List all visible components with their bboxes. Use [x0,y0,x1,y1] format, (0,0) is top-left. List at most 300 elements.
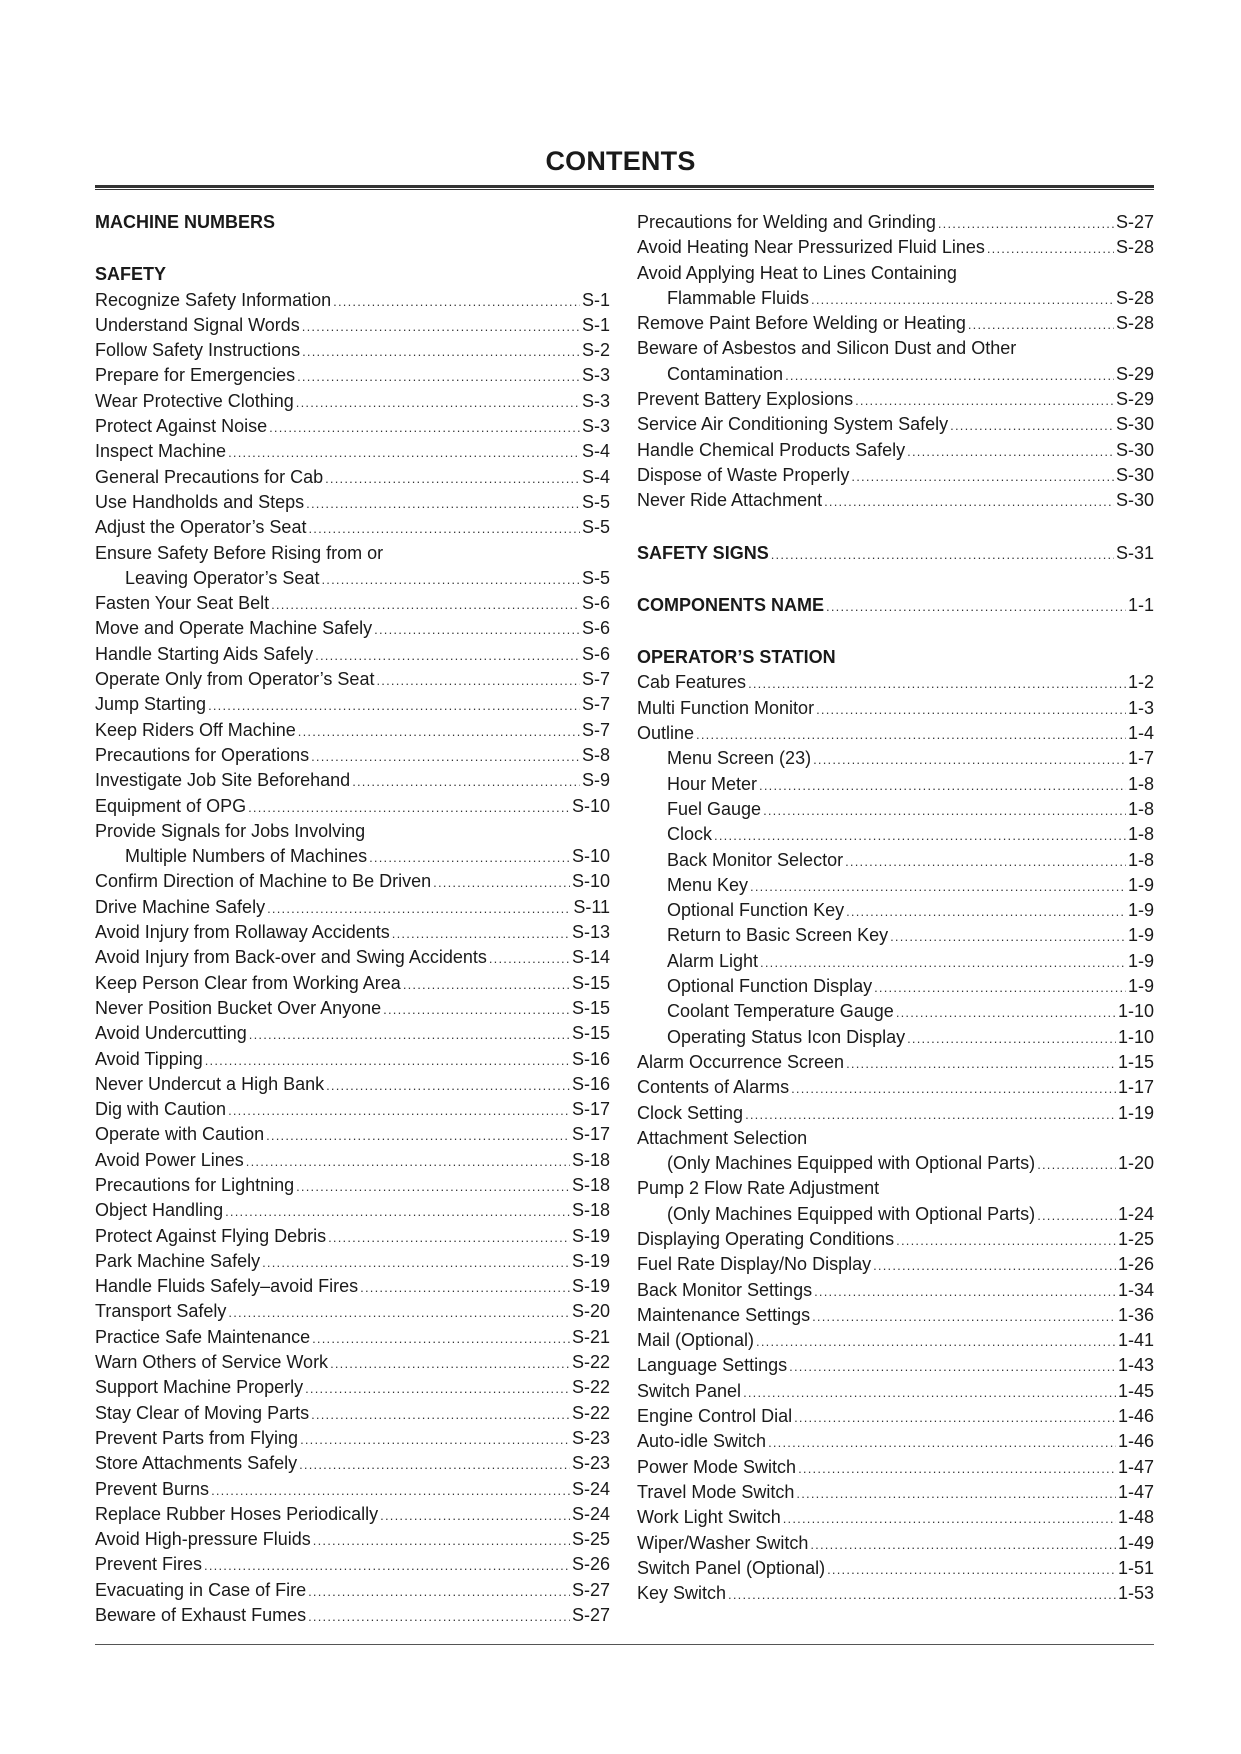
toc-entry-title: Alarm Light [667,950,759,971]
dot-leader [352,774,580,789]
toc-entry-title: Replace Rubber Hoses Periodically [95,1503,379,1524]
toc-entry [637,237,1154,262]
toc-page-number: S-19 [571,1250,610,1271]
toc-entry-title: Fuel Gauge [667,798,762,819]
toc-entry-title: Menu Key [667,874,749,895]
toc-entry-title: Operate Only from Operator’s Seat [95,669,375,690]
toc-page-number: S-24 [571,1503,610,1524]
toc-entry [95,770,610,795]
toc-entry [637,1533,1154,1558]
toc-page-number: 1-43 [1117,1355,1154,1376]
toc-entry-title: Wear Protective Clothing [95,390,294,411]
dot-leader [266,1128,570,1143]
toc-entry [95,618,610,643]
toc-page-number: S-27 [571,1579,610,1600]
toc-page-number: S-28 [1115,237,1154,258]
dot-leader [205,1053,570,1068]
toc-entry [95,1226,610,1251]
toc-page-number: S-6 [581,618,610,639]
dot-leader [810,1537,1116,1552]
toc-entry [95,467,610,492]
dot-leader [816,702,1126,717]
toc-left-column [95,212,610,1630]
dot-leader [228,1103,570,1118]
dot-leader [813,752,1126,767]
toc-entry-title: Fuel Rate Display/No Display [637,1254,872,1275]
toc-entry [95,1276,610,1301]
toc-entry [95,745,610,770]
dot-leader [750,879,1126,894]
dot-leader [300,1432,570,1447]
toc-entry [95,1504,610,1529]
toc-entry-title: Attachment Selection [637,1127,808,1148]
toc-entry [95,340,610,365]
toc-page-number: S-27 [1115,212,1154,232]
toc-entry-title: Dispose of Waste Properly [637,464,850,485]
dot-leader [896,1005,1116,1020]
toc-page-number: 1-15 [1117,1051,1154,1072]
toc-entry-title: Precautions for Lightning [95,1174,295,1195]
dot-leader [296,1179,570,1194]
toc-page-number: S-4 [581,466,610,487]
toc-entry [95,441,610,466]
toc-entry-title: Leaving Operator’s Seat [125,567,320,588]
dot-leader [360,1280,570,1295]
dot-leader [302,319,580,334]
dot-leader [846,904,1126,919]
dot-leader [311,1407,570,1422]
toc-entry-title: Beware of Exhaust Fumes [95,1605,307,1626]
toc-entry [95,1150,610,1175]
toc-page-number: S-16 [571,1073,610,1094]
dot-leader [938,216,1114,231]
toc-entry [637,1457,1154,1482]
dot-leader [302,344,580,359]
dot-leader [1037,1157,1116,1172]
section-heading-text: SAFETY SIGNS [637,542,769,563]
toc-entry-title: Travel Mode Switch [637,1481,795,1502]
toc-page-number: 1-41 [1117,1330,1154,1351]
toc-page-number: S-7 [581,719,610,740]
page-title: CONTENTS [545,146,696,176]
toc-entry [95,1074,610,1099]
dot-leader [211,1483,570,1498]
toc-entry-title: Never Undercut a High Bank [95,1073,325,1094]
toc-entry [637,1254,1154,1279]
toc-page-number: S-3 [581,365,610,386]
toc-entry-line [95,821,610,846]
toc-page-number: S-18 [571,1174,610,1195]
toc-entry-title: Handle Starting Aids Safely [95,643,314,664]
toc-page-number: 1-47 [1117,1481,1154,1502]
toc-entry [637,925,1154,950]
dot-leader [333,294,580,309]
toc-entry-title: Investigate Job Site Beforehand [95,770,351,791]
toc-page-number: S-30 [1115,414,1154,435]
toc-entry [637,1330,1154,1355]
dot-leader [855,393,1114,408]
section-gap [637,568,1154,595]
toc-entry-title: Dig with Caution [95,1099,227,1120]
dot-leader [696,727,1126,742]
toc-page-number: 1-9 [1127,950,1154,971]
dot-leader [271,597,580,612]
dot-leader [369,850,570,865]
toc-page-number: S-5 [581,567,610,588]
toc-entry [95,669,610,694]
section-heading-text: COMPONENTS NAME [637,594,825,615]
dot-leader [376,673,580,688]
toc-entry [95,290,610,315]
toc-entry [95,1251,610,1276]
dot-leader [768,1435,1116,1450]
toc-page-number: 1-8 [1127,773,1154,794]
toc-page-number: 1-8 [1127,798,1154,819]
toc-entry-title: Wiper/Washer Switch [637,1532,809,1553]
toc-entry [637,1558,1154,1583]
toc-entry [637,1052,1154,1077]
toc-entry-title: Clock Setting [637,1102,744,1123]
toc-page-number: S-28 [1115,313,1154,334]
toc-entry-title: Back Monitor Selector [667,849,844,870]
toc-entry-title: Remove Paint Before Welding or Heating [637,313,966,334]
dot-leader [305,1381,570,1396]
toc-entry [95,517,610,542]
toc-entry [95,1301,610,1326]
toc-page-number: S-1 [581,314,610,335]
toc-entry-title: Handle Fluids Safely–avoid Fires [95,1276,359,1297]
dot-leader [248,800,570,815]
toc-page-number: 1-9 [1127,925,1154,946]
toc-entry-title: General Precautions for Cab [95,466,324,487]
toc-page-number: S-15 [571,972,610,993]
toc-entry-title: Avoid Injury from Rollaway Accidents [95,922,390,943]
dot-leader [728,1587,1116,1602]
toc-entry [637,723,1154,748]
toc-page-number: S-31 [1115,542,1154,563]
toc-entry-title: Engine Control Dial [637,1406,793,1427]
toc-page-number: 1-4 [1127,723,1154,744]
toc-section-heading [637,543,1154,568]
toc-entry-title: Warn Others of Service Work [95,1352,329,1373]
toc-entry-title: Flammable Fluids [667,287,810,308]
toc-entry-title: Keep Person Clear from Working Area [95,972,401,993]
toc-page-number: S-20 [571,1301,610,1322]
toc-entry-title: Store Attachments Safely [95,1453,298,1474]
dot-leader [812,1309,1116,1324]
toc-page-number: 1-34 [1117,1279,1154,1300]
dot-leader [299,1457,570,1472]
dot-leader [987,241,1114,256]
dot-leader [789,1359,1116,1374]
toc-entry-title: Adjust the Operator’s Seat [95,517,307,538]
toc-entry [637,1153,1154,1178]
toc-page-number: S-18 [571,1149,610,1170]
toc-entry [95,694,610,719]
toc-entry-title: Switch Panel [637,1380,742,1401]
toc-entry [95,1327,610,1352]
toc-page-number: 1-8 [1127,824,1154,845]
dot-leader [326,1078,570,1093]
toc-entry-title: Auto-idle Switch [637,1431,767,1452]
toc-entry-title: Pump 2 Flow Rate Adjustment [637,1178,880,1199]
toc-entry [95,846,610,871]
toc-entry [637,698,1154,723]
toc-entry [637,364,1154,389]
dot-leader [246,1154,570,1169]
toc-entry [95,1023,610,1048]
toc-entry-title: Alarm Occurrence Screen [637,1051,845,1072]
toc-entry [95,1099,610,1124]
toc-entry-title: Understand Signal Words [95,314,300,335]
toc-entry-line [637,338,1154,363]
toc-page-number: 1-26 [1117,1254,1154,1275]
toc-entry-title: Use Handholds and Steps [95,491,305,512]
section-gap [637,516,1154,543]
toc-entry-title: Service Air Conditioning System Safely [637,414,949,435]
toc-entry [637,1482,1154,1507]
toc-page-number: S-22 [571,1352,610,1373]
toc-entry-title: Operating Status Icon Display [667,1026,906,1047]
toc-entry [637,672,1154,697]
toc-section-heading [95,264,610,289]
toc-entry-title: Coolant Temperature Gauge [667,1001,894,1022]
toc-page-number: S-3 [581,390,610,411]
toc-entry-line [95,543,610,568]
dot-leader [714,828,1126,843]
toc-page-number: S-18 [571,1200,610,1221]
toc-entry-title: Handle Chemical Products Safely [637,439,906,460]
dot-leader [756,1334,1116,1349]
toc-entry-title: Switch Panel (Optional) [637,1557,826,1578]
toc-entry-title: Equipment of OPG [95,795,247,816]
toc-page-number: 1-45 [1117,1380,1154,1401]
dot-leader [308,521,580,536]
toc-page-number: S-23 [571,1453,610,1474]
toc-page-number: S-6 [581,593,610,614]
toc-entry-title: Protect Against Flying Debris [95,1225,327,1246]
toc-page-number: S-10 [571,795,610,816]
toc-section-heading [637,595,1154,620]
toc-page-number: S-29 [1115,389,1154,410]
toc-page-number: S-8 [581,744,610,765]
toc-entry-title: Optional Function Key [667,900,845,921]
toc-page-number: S-2 [581,340,610,361]
toc-entry-title: (Only Machines Equipped with Optional Parts) [667,1203,1036,1224]
toc-entry-line [637,1178,1154,1203]
dot-leader [845,854,1126,869]
toc-entry-title: Language Settings [637,1355,788,1376]
toc-entry [637,490,1154,515]
dot-leader [968,317,1114,332]
toc-page-number: S-7 [581,694,610,715]
toc-entry-title: Ensure Safety Before Rising from or [95,542,384,563]
toc-entry [95,1428,610,1453]
toc-entry-title: Prevent Fires [95,1554,203,1575]
toc-entry [637,465,1154,490]
toc-page-number: 1-51 [1117,1557,1154,1578]
toc-right-column [637,212,1154,1608]
section-heading-text: MACHINE NUMBERS [95,212,275,232]
toc-entry-title: Menu Screen (23) [667,748,812,769]
dot-leader [771,547,1114,562]
dot-leader [204,1558,570,1573]
toc-page-number: 1-10 [1117,1026,1154,1047]
toc-entry [95,568,610,593]
toc-entry-title: Prepare for Emergencies [95,365,296,386]
toc-entry [637,900,1154,925]
toc-entry [637,1406,1154,1431]
toc-page-number: 1-10 [1117,1001,1154,1022]
toc-entry-title: Cab Features [637,672,747,693]
toc-page-number: 1-9 [1127,976,1154,997]
toc-entry-title: Operate with Caution [95,1124,265,1145]
toc-entry-title: Park Machine Safely [95,1250,261,1271]
toc-entry-title: Avoid Power Lines [95,1149,244,1170]
toc-entry [637,1077,1154,1102]
toc-entry-title: Contamination [667,363,784,384]
dot-leader [249,1027,570,1042]
toc-page-number: 1-9 [1127,874,1154,895]
dot-leader [824,494,1114,509]
toc-entry [95,897,610,922]
toc-page-number: 1-2 [1127,672,1154,693]
toc-page-number: S-22 [571,1377,610,1398]
toc-entry [95,593,610,618]
dot-leader [298,724,580,739]
toc-page-number: S-15 [571,1023,610,1044]
toc-entry-title: Avoid Applying Heat to Lines Containing [637,262,957,283]
toc-page-number: 1-3 [1127,697,1154,718]
toc-entry-line [637,1128,1154,1153]
toc-entry-title: Never Ride Attachment [637,490,823,511]
toc-entry-title: Avoid Undercutting [95,1023,247,1044]
toc-page-number: S-3 [581,416,610,437]
toc-entry-title: Practice Safe Maintenance [95,1326,311,1347]
dot-leader [315,648,580,663]
dot-leader [759,778,1126,793]
toc-page-number: S-14 [571,947,610,968]
toc-page-number: 1-53 [1117,1583,1154,1604]
toc-page-number: 1-49 [1117,1532,1154,1553]
dot-leader [896,1233,1116,1248]
toc-entry [637,1229,1154,1254]
toc-entry-line [637,263,1154,288]
toc-entry [637,1355,1154,1380]
dot-leader [743,1385,1116,1400]
dot-leader [297,369,580,384]
section-gap [637,620,1154,647]
dot-leader [748,676,1126,691]
dot-leader [392,926,570,941]
toc-entry-title: Maintenance Settings [637,1304,811,1325]
toc-entry-title: Stay Clear of Moving Parts [95,1402,310,1423]
toc-entry [95,1529,610,1554]
toc-entry [637,1507,1154,1532]
toc-entry [95,416,610,441]
dot-leader [814,1284,1116,1299]
dot-leader [907,1031,1116,1046]
dot-leader [890,929,1126,944]
toc-entry-title: Avoid Tipping [95,1048,203,1069]
toc-page-number: S-26 [571,1554,610,1575]
toc-page-number: S-23 [571,1427,610,1448]
toc-entry [95,1554,610,1579]
toc-entry [637,774,1154,799]
toc-section-heading [95,212,610,237]
toc-entry [95,1175,610,1200]
toc-page-number: 1-1 [1127,594,1154,615]
toc-entry-title: Multi Function Monitor [637,697,815,718]
toc-page-number: S-1 [581,289,610,310]
toc-page-number: 1-7 [1127,748,1154,769]
dot-leader [763,803,1126,818]
toc-entry-title: Move and Operate Machine Safely [95,618,373,639]
toc-entry [95,1580,610,1605]
dot-leader [760,955,1126,970]
title-rule [95,185,1154,190]
dot-leader [228,1305,570,1320]
dot-leader [328,1230,570,1245]
toc-page-number: S-17 [571,1124,610,1145]
dot-leader [262,1255,570,1270]
dot-leader [783,1511,1116,1526]
toc-page-number: 1-8 [1127,849,1154,870]
toc-page-number: 1-46 [1117,1406,1154,1427]
toc-page-number: S-5 [581,517,610,538]
dot-leader [403,977,570,992]
toc-page-number: S-10 [571,871,610,892]
toc-entry [95,365,610,390]
toc-entry-title: Precautions for Operations [95,744,310,765]
toc-page-number: S-4 [581,441,610,462]
toc-entry-title: Object Handling [95,1200,224,1221]
toc-entry-title: Outline [637,723,695,744]
section-gap [95,237,610,264]
dot-leader [313,1533,570,1548]
section-heading-text: SAFETY [95,264,167,285]
toc-entry [637,748,1154,773]
toc-entry [637,1305,1154,1330]
toc-entry [95,922,610,947]
toc-entry-title: Displaying Operating Conditions [637,1228,895,1249]
toc-entry [637,313,1154,338]
toc-entry-title: Contents of Alarms [637,1077,790,1098]
toc-page-number: S-7 [581,669,610,690]
toc-entry-title: Jump Starting [95,694,207,715]
toc-entry [637,799,1154,824]
toc-entry-title: Confirm Direction of Machine to Be Driven [95,871,432,892]
dot-leader [225,1204,570,1219]
toc-entry-title: Transport Safely [95,1301,227,1322]
toc-entry-title: Never Position Bucket Over Anyone [95,997,382,1018]
toc-page-number: S-30 [1115,464,1154,485]
toc-entry [95,315,610,340]
dot-leader [267,901,571,916]
toc-page-number: S-10 [571,846,610,867]
dot-leader [306,496,580,511]
toc-page-number: 1-9 [1127,900,1154,921]
dot-leader [383,1002,570,1017]
toc-page-number: S-13 [571,922,610,943]
dot-leader [907,444,1114,459]
dot-leader [228,445,580,460]
toc-page-number: 1-24 [1117,1203,1154,1224]
toc-page-number: 1-17 [1117,1077,1154,1098]
toc-page-number: S-16 [571,1048,610,1069]
toc-entry [637,875,1154,900]
dot-leader [433,875,570,890]
